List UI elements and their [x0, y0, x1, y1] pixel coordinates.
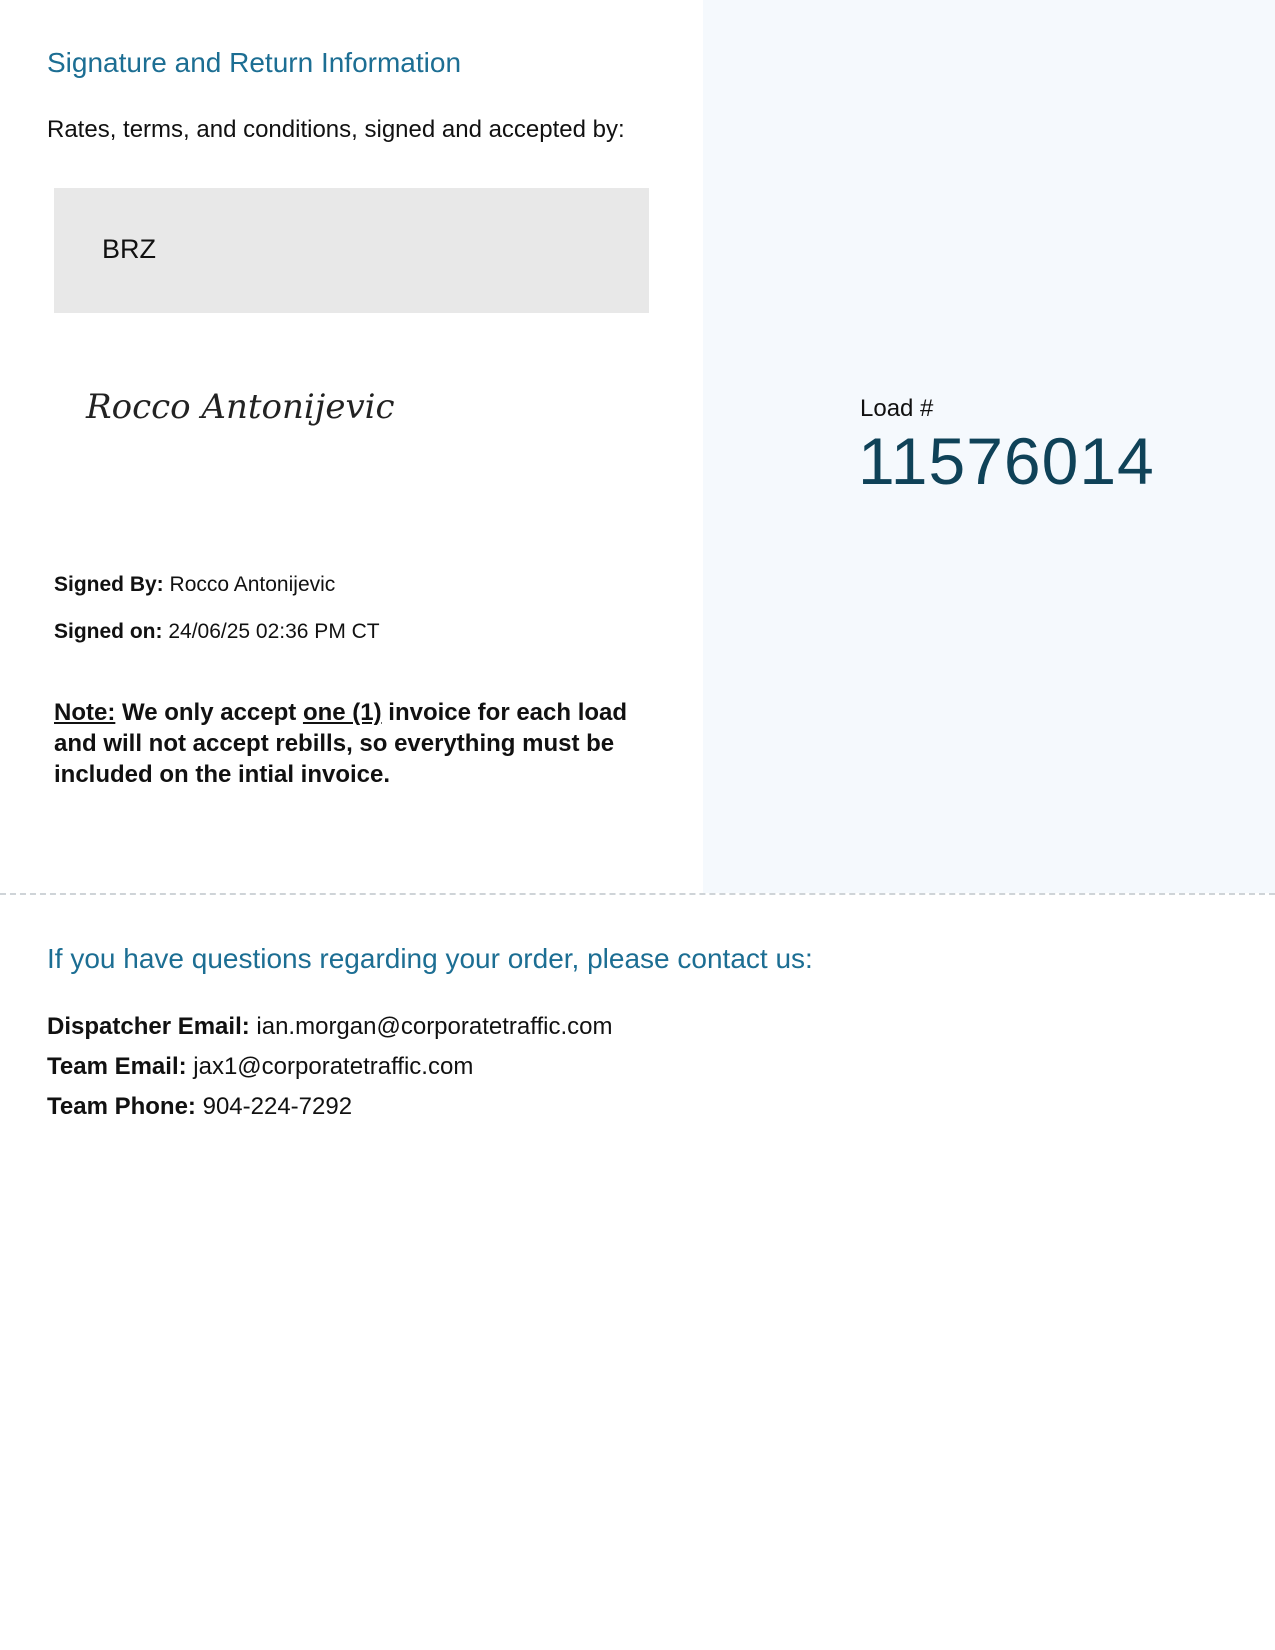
- team-email-line: [47, 1053, 473, 1081]
- accepted-by-text: Rates, terms, and conditions, signed and accepted by:: [47, 116, 625, 143]
- invoice-note: [54, 697, 644, 790]
- signed-by-label: Signed By:: [54, 573, 164, 596]
- dispatcher-email-line: [47, 1013, 612, 1041]
- team-phone-line: [47, 1093, 352, 1121]
- team-email-label: Team Email:: [47, 1053, 187, 1080]
- team-phone-label: Team Phone:: [47, 1093, 196, 1120]
- signed-by-line: [54, 573, 335, 597]
- signature-text: Rocco Antonijevic: [86, 387, 395, 427]
- signed-on-label: Signed on:: [54, 620, 163, 643]
- signed-on-value: 24/06/25 02:36 PM CT: [168, 620, 380, 643]
- company-name: BRZ: [102, 234, 156, 264]
- note-emphasis: one (1): [302, 699, 382, 726]
- section-divider: [0, 893, 1275, 895]
- team-email-link[interactable]: jax1@corporatetraffic.com: [193, 1053, 474, 1080]
- note-label: Note:: [54, 699, 116, 726]
- load-number: 11576014: [858, 424, 1155, 498]
- signature-section-heading: Signature and Return Information: [47, 47, 462, 78]
- contact-section-heading: If you have questions regarding your order, please contact us:: [47, 943, 813, 974]
- handwritten-signature: [84, 380, 395, 440]
- team-phone-value[interactable]: 904-224-7292: [202, 1093, 353, 1120]
- dispatcher-email-label: Dispatcher Email:: [47, 1013, 250, 1040]
- note-text-1: We only accept: [115, 699, 303, 726]
- signed-on-line: [54, 620, 380, 644]
- dispatcher-email-link[interactable]: ian.morgan@corporatetraffic.com: [256, 1013, 613, 1040]
- signed-by-value: Rocco Antonijevic: [169, 573, 336, 596]
- company-name-box: [54, 188, 649, 313]
- load-label: Load #: [860, 395, 934, 422]
- note-text-2: invoice for each load and will not accept rebills, so everything must be included on the intial invoice.: [54, 699, 628, 788]
